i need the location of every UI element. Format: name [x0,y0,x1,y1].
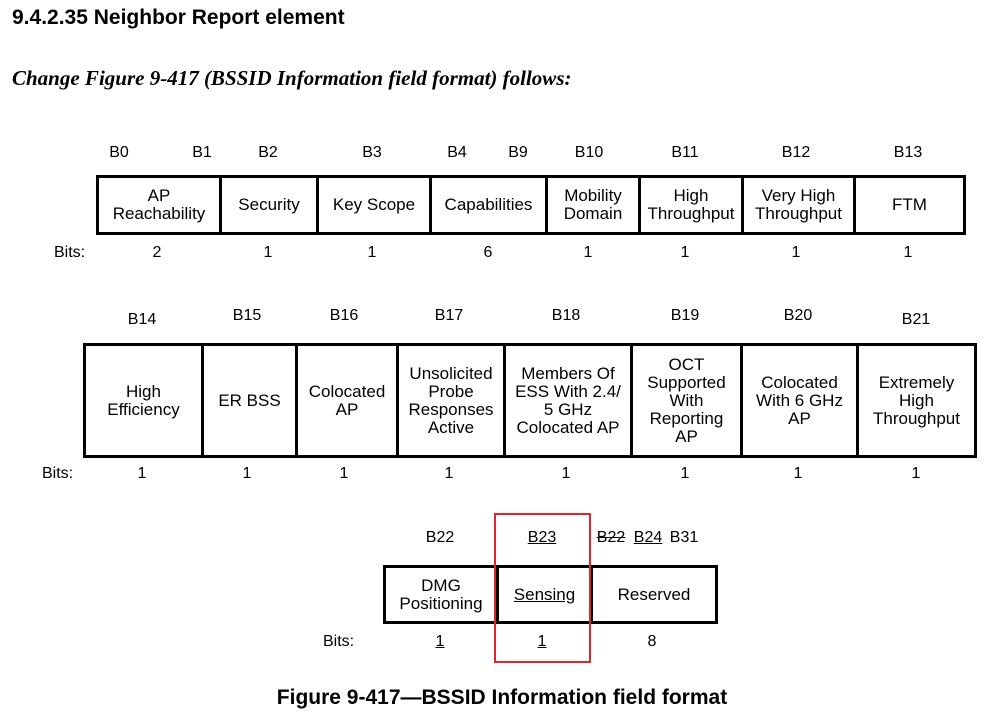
bit-label-b11: B11 [671,144,699,161]
bit-count: 8 [647,633,657,650]
bit-label-b12: B12 [781,144,811,161]
field-sensing: Sensing [513,584,576,604]
bit-count: 1 [537,633,547,650]
field-er-bss: ER BSS [218,390,281,410]
field-reserved: Reserved [617,584,691,604]
field-extremely-high-throughput: Extremely High Throughput [873,372,960,428]
field-oct-supported-with-reporting-ap: OCT Supported With Reporting AP [647,354,726,446]
bit-count: 1 [561,465,571,482]
bit-label-b19: B19 [670,307,700,324]
field-mobility-domain: Mobility Domain [563,186,623,223]
field-high-efficiency: High Efficiency [107,381,180,419]
bit-count: 6 [483,244,493,261]
field-dmg-positioning: DMG Positioning [399,575,483,613]
bit-label-b17: B17 [434,307,464,324]
bit-count: 1 [583,244,593,261]
bit-label-b13: B13 [893,144,923,161]
bit-count: 1 [680,244,690,261]
editing-instruction: Change Figure 9-417 (BSSID Information field format) follows: [12,66,572,90]
bit-label-b18: B18 [551,307,581,324]
bit-count: 1 [903,244,913,261]
figure-caption: Figure 9-417—BSSID Information field format [276,686,728,709]
bit-label-b21: B21 [901,311,931,328]
field-security: Security [238,195,300,214]
bit-label-b16: B16 [329,307,359,324]
row1-field-table [96,175,966,235]
bit-count: 1 [793,465,803,482]
bit-label-b0: B0 [109,144,129,161]
bit-count: 1 [242,465,252,482]
bit-count: 1 [444,465,454,482]
row2-field-table [83,343,977,458]
bit-label-b23-inserted: B23 [527,529,557,546]
section-heading: 9.4.2.35 Neighbor Report element [12,6,345,29]
bit-count: 1 [911,465,921,482]
bit-count: 1 [435,633,445,650]
sensing-highlight-box [494,513,591,663]
bit-count: 2 [152,244,162,261]
field-ftm: FTM [892,195,927,214]
bit-label-b10: B10 [574,144,604,161]
bit-label-b24-inserted: B24 [633,529,663,546]
field-ap-reachability: AP Reachability [112,186,206,223]
field-colocated-with-6ghz-ap: Colocated With 6 GHz AP [756,372,843,428]
bit-label-b31: B31 [669,529,699,546]
bits-label: Bits: [54,244,86,261]
bit-label-b4: B4 [447,144,467,161]
field-capabilities: Capabilities [444,195,533,214]
bit-label-b22-deleted: B22 [596,529,626,546]
bits-label: Bits: [323,633,355,650]
bit-label-b3: B3 [362,144,382,161]
field-members-of-ess-colocated-ap: Members Of ESS With 2.4/ 5 GHz Colocated AP [515,363,621,437]
field-high-throughput: High Throughput [647,186,735,223]
bit-label-b9: B9 [508,144,528,161]
bit-label-b2: B2 [258,144,278,161]
bit-count: 1 [339,465,349,482]
bit-label-b22: B22 [425,529,455,546]
bit-count: 1 [680,465,690,482]
bits-label: Bits: [42,465,74,482]
field-unsolicited-probe-responses-active: Unsolicited Probe Responses Active [408,363,494,437]
bit-count: 1 [137,465,147,482]
field-very-high-throughput: Very High Throughput [755,186,842,223]
bit-count: 1 [791,244,801,261]
bit-count: 1 [367,244,377,261]
bit-label-b15: B15 [232,307,262,324]
bit-label-b1: B1 [192,144,212,161]
field-key-scope: Key Scope [332,195,416,214]
bit-label-b14: B14 [127,311,157,328]
bit-label-b20: B20 [783,307,813,324]
field-colocated-ap: Colocated AP [308,381,386,419]
bit-count: 1 [263,244,273,261]
